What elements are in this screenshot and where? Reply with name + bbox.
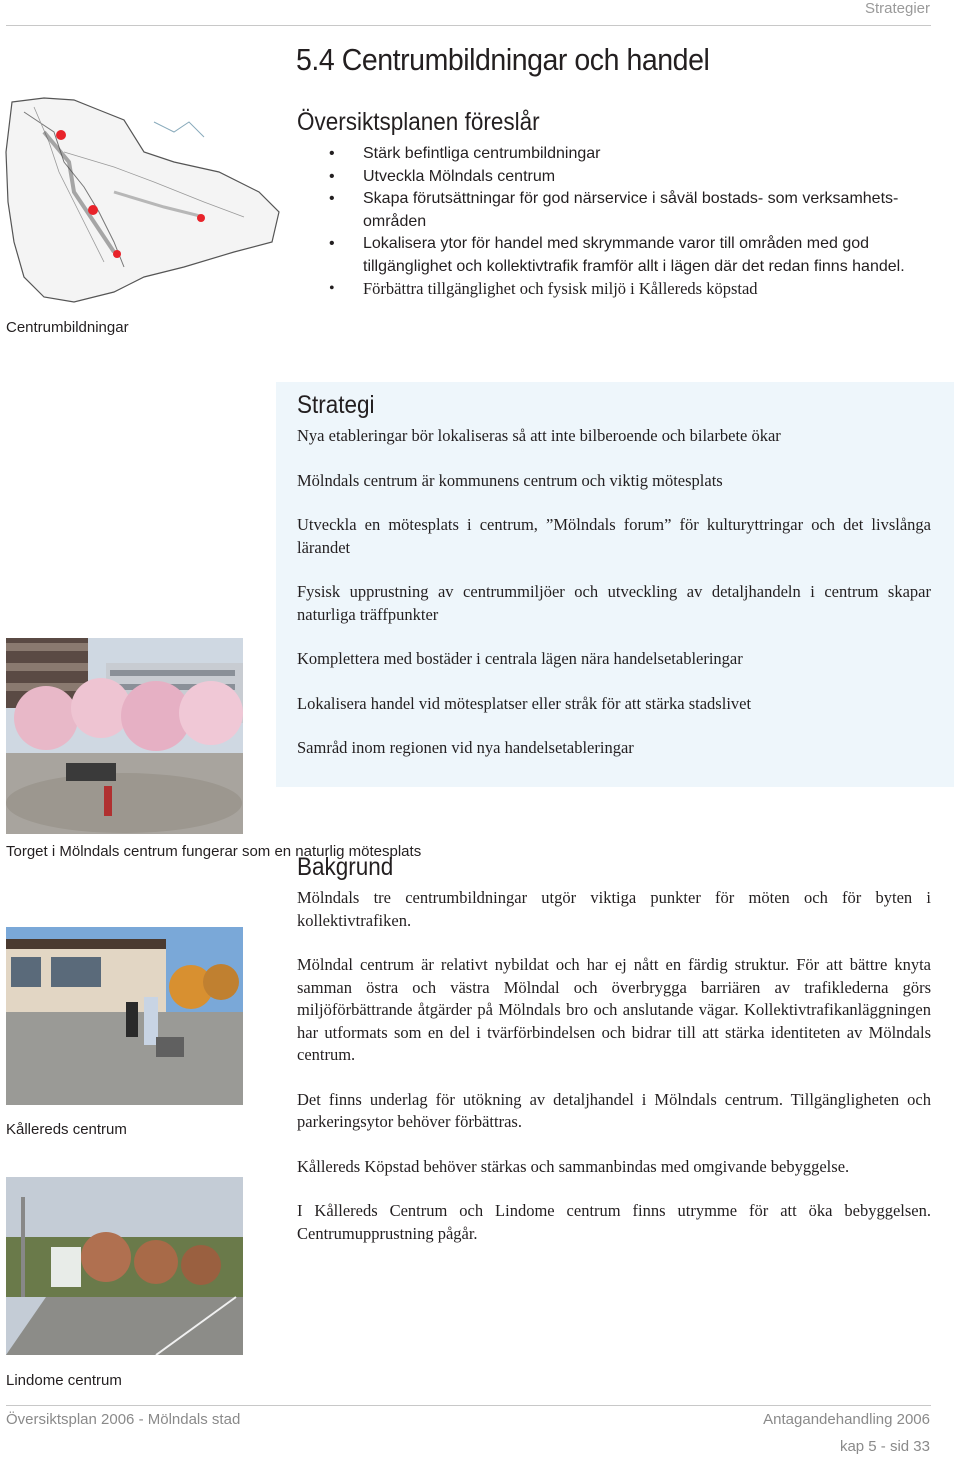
kallered-photo bbox=[6, 927, 243, 1105]
chapter-title: 5.4 Centrumbildningar och handel bbox=[296, 42, 710, 77]
paragraph: Det finns underlag för utökning av detaljhandel i Mölndals centrum. Tillgängligheten och parkeringsytor behöver förbättras. bbox=[297, 1089, 931, 1131]
kallered-caption: Kållereds centrum bbox=[6, 1121, 127, 1138]
proposal-list bbox=[297, 143, 937, 301]
running-header: Strategier bbox=[864, 0, 930, 17]
paragraph: Mölndals tre centrumbildningar utgör viktiga punkter för möten och för byten i kollektivtrafiken. bbox=[297, 888, 931, 930]
page-number: kap 5 - sid 33 bbox=[839, 1438, 930, 1455]
list-item: • Skapa förutsättningar för god närservice i såväl bostads- som verksamhets-områden bbox=[297, 188, 937, 233]
map-caption: Centrumbildningar bbox=[6, 319, 129, 336]
proposal-heading: Översiktsplanen föreslår bbox=[297, 108, 540, 136]
strategy-item: Komplettera med bostäder i centrala lägen nära handelsetableringar bbox=[297, 649, 743, 668]
list-item: • Lokalisera ytor för handel med skrymmande varor till områden med god tillgänglighet och kollektivtrafik framför allt i lägen där det redan finns handel. bbox=[297, 233, 937, 278]
strategy-list bbox=[297, 425, 931, 782]
list-item: • Stärk befintliga centrumbildningar bbox=[297, 143, 937, 166]
background-heading: Bakgrund bbox=[297, 853, 394, 881]
background-text bbox=[297, 887, 931, 1267]
torget-caption: Torget i Mölndals centrum fungerar som en naturlig mötesplats bbox=[6, 843, 422, 860]
centers-map bbox=[4, 92, 284, 307]
paragraph: I Kållereds Centrum och Lindome centrum finns utrymme för att öka bebyggelsen. Centrumupprustning pågår. bbox=[297, 1201, 931, 1243]
strategy-heading: Strategi bbox=[297, 391, 375, 419]
lindome-caption: Lindome centrum bbox=[6, 1372, 122, 1389]
strategy-item: Nya etableringar bör lokaliseras så att inte bilberoende och bilarbete ökar bbox=[297, 426, 781, 445]
footer-document-title: Översiktsplan 2006 - Mölndals stad bbox=[6, 1411, 241, 1428]
header-divider bbox=[6, 25, 931, 26]
strategy-item: Utveckla en mötesplats i centrum, ”Mölndals forum” för kulturyttringar och det livslånga lärandet bbox=[297, 515, 931, 557]
list-item: • Förbättra tillgänglighet och fysisk miljö i Kållereds köpstad bbox=[297, 278, 937, 301]
paragraph: Mölndal centrum är relativt nybildat och har ej nått en färdig struktur. För att bättre knyta samman östra och västra Mölndal och överbrygga barriären av trafiklederna görs miljöförbättrande åtgärder på Mölndals bro och anslutande vägar. Kollektivtrafikanläggningen har utformats som en del i tvärförbindelsen och bidrar till att stärka identiteten av Mölndals centrum. bbox=[297, 955, 931, 1064]
lindome-photo bbox=[6, 1177, 243, 1355]
torget-photo bbox=[6, 638, 243, 834]
footer-divider bbox=[6, 1405, 931, 1406]
footer-status: Antagandehandling 2006 bbox=[763, 1411, 930, 1428]
strategy-item: Samråd inom regionen vid nya handelsetableringar bbox=[297, 738, 634, 757]
list-item: • Utveckla Mölndals centrum bbox=[297, 166, 937, 189]
strategy-item: Fysisk upprustning av centrummiljöer och utveckling av detaljhandeln i centrum skapar naturliga träffpunkter bbox=[297, 582, 931, 624]
strategy-item: Lokalisera handel vid mötesplatser eller stråk för att stärka stadslivet bbox=[297, 693, 752, 713]
strategy-item: Mölndals centrum är kommunens centrum och viktig mötesplats bbox=[297, 470, 723, 490]
paragraph: Kållereds Köpstad behöver stärkas och sammanbindas med omgivande bebyggelse. bbox=[297, 1156, 850, 1176]
